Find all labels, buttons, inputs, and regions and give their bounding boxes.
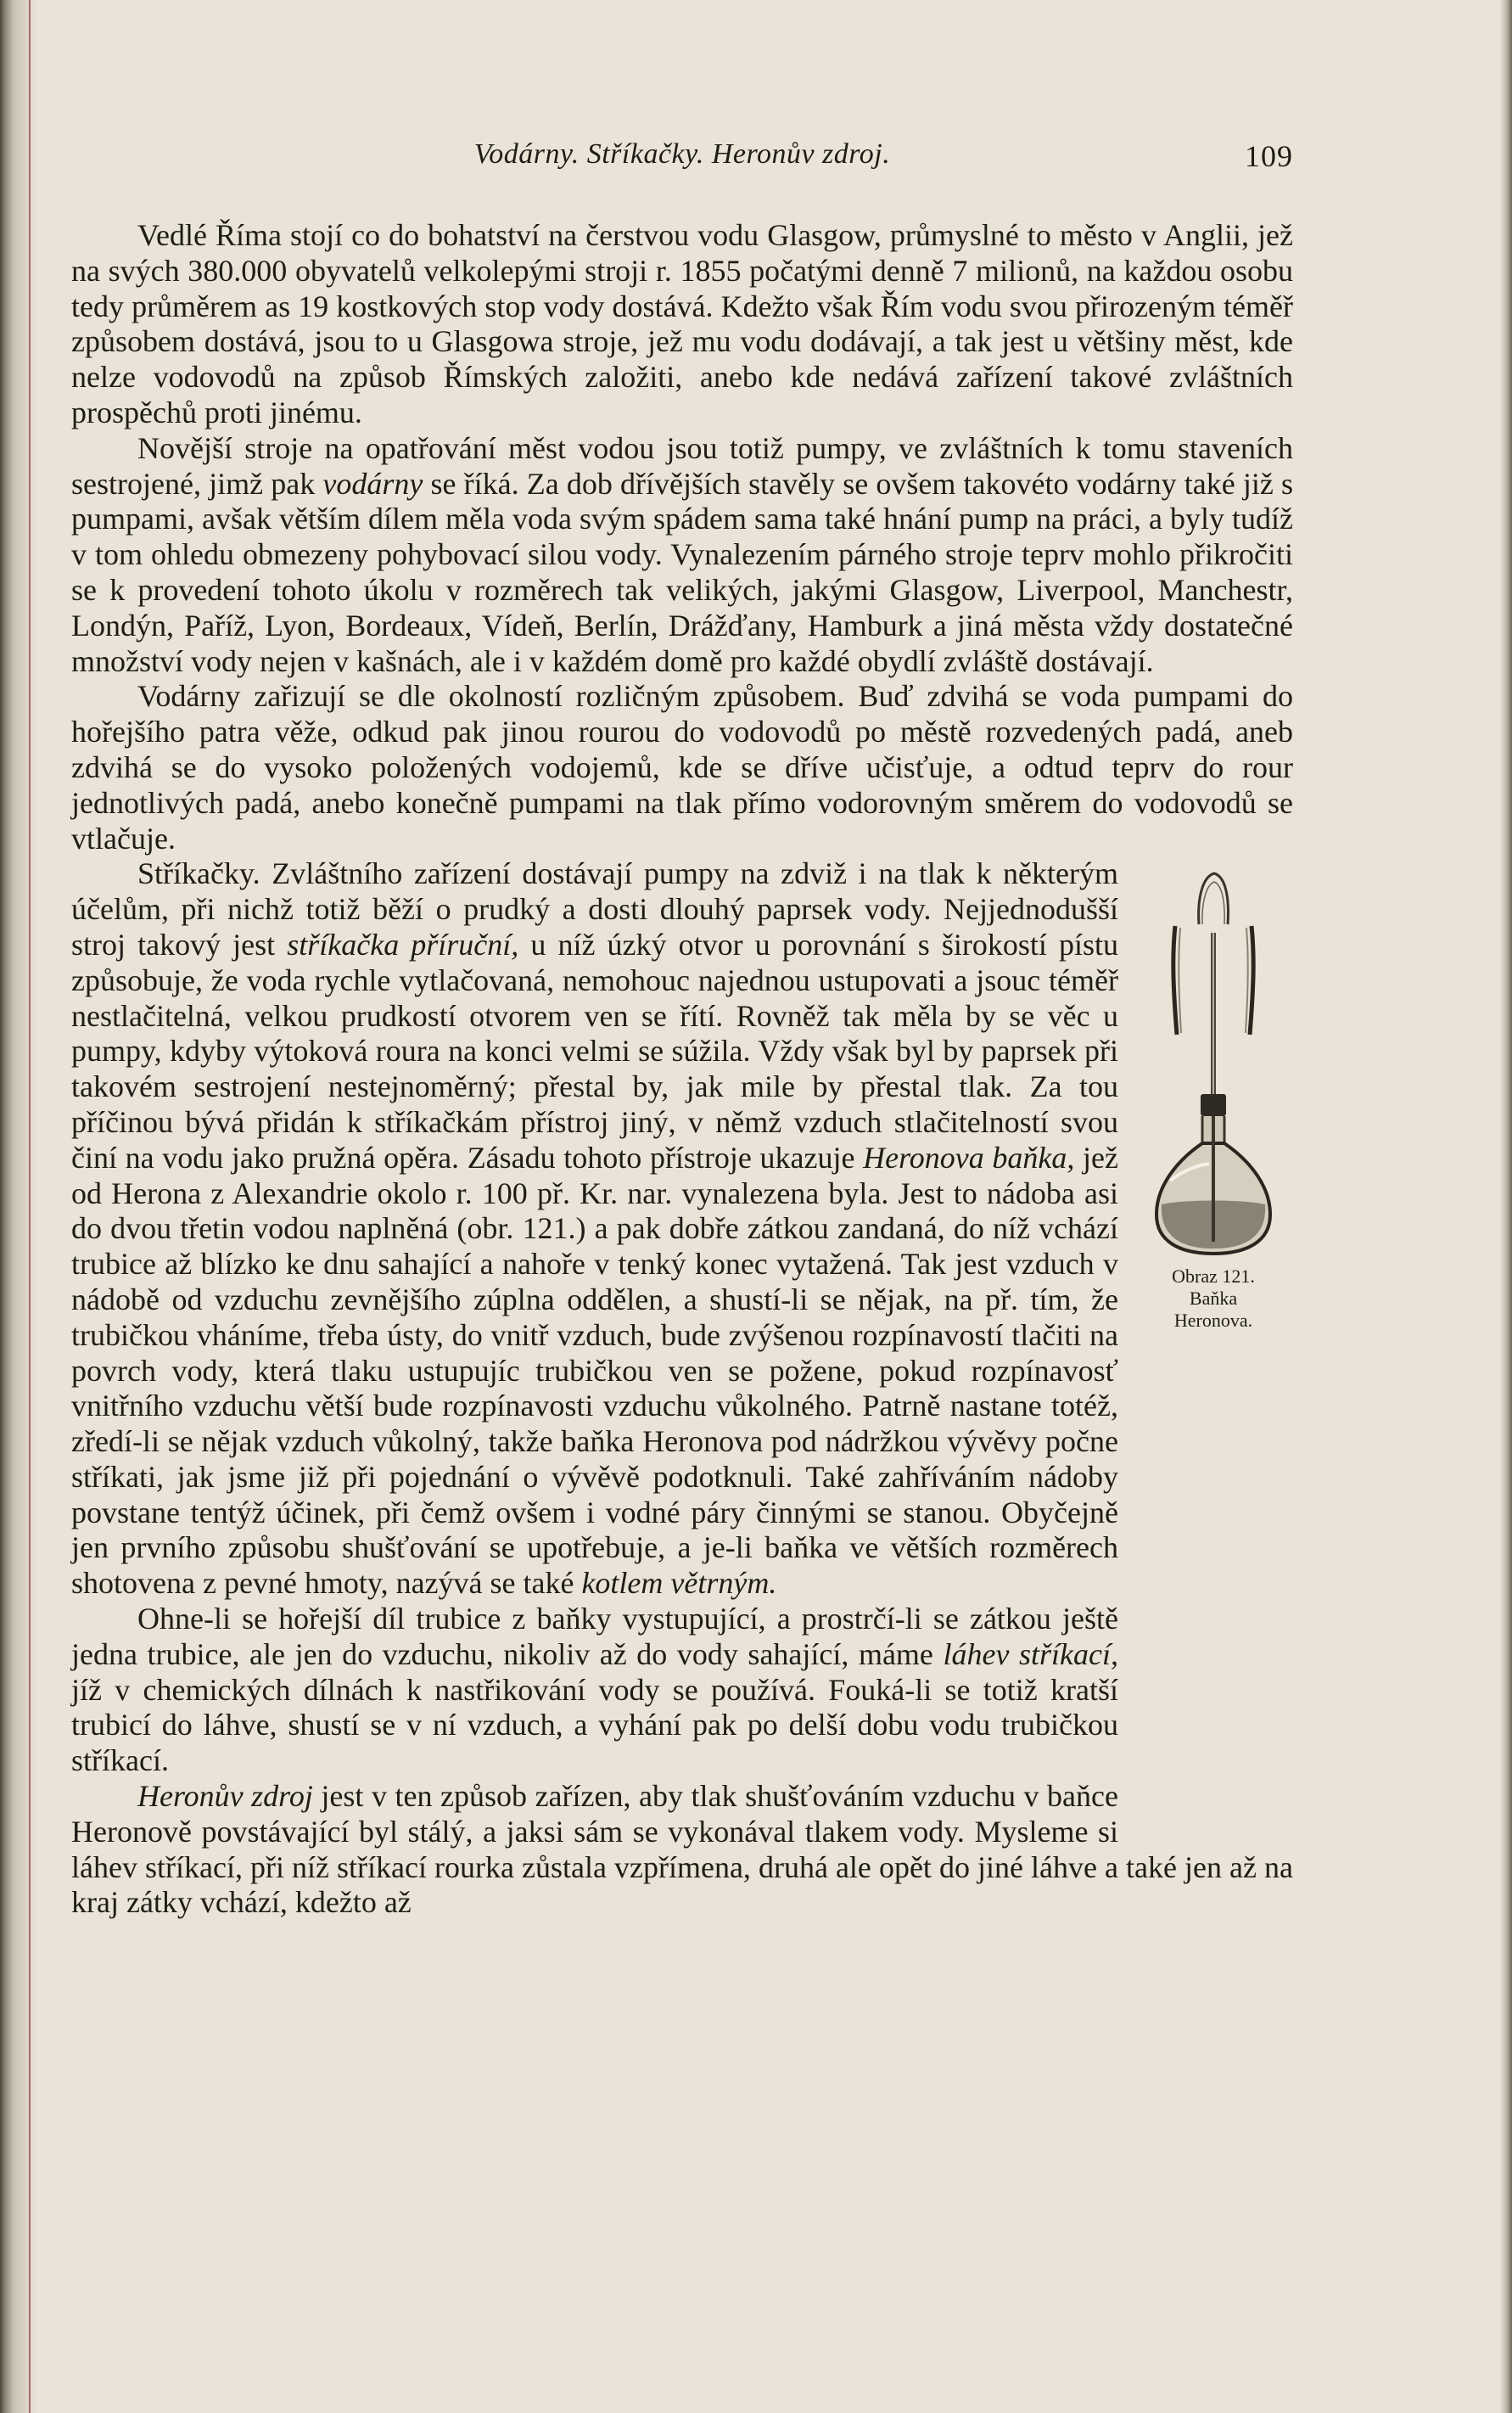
paragraph-text: u níž úzký otvor u porovnání s širokostí pístu způsobuje, že voda rychle vytlačovaná, nemohouc najednou ustupovati a jsouc téměř nestlačitelná, velkou prudkostí otvorem ven se řítí. Rovněž tak měla by se věc u pumpy, kdyby výtoková roura na konci velmi se súžila. Vždy však byl by paprsek při takovém sestrojení nestejnoměrný; přestal by, jak mile by přestal tlak. Za tou příčinou bývá přidán k stříkačkám přístroj jiný, v němž vzduch stlačitelností svou činí na vodu jako pružná opěra. Zásadu tohoto přístroje ukazuje: [71, 927, 1118, 1175]
heron-flask-illustration: [1150, 865, 1277, 1255]
paragraph-strikacky: [71, 856, 1293, 1602]
running-title: Vodárny. Stříkačky. Heronův zdroj.: [473, 138, 891, 170]
scan-binding-edge: [0, 0, 37, 2413]
paragraph-heronuv-zdroj: [71, 1779, 1293, 1921]
paragraph-text: se říká. Za dob dřívějších stavěly se ovšem takovéto vodárny také již s pumpami, avšak větším dílem měla voda svým spádem sama také hnání pump na práci, a byly tudíž v tom ohledu obmezeny pohybovací silou vody. Vynalezením párného stroje teprv mohlo přikročiti se k provedení tohoto úkolu v rozměrech tak velikých, jakými Glasgow, Liverpool, Manchestr, Londýn, Paříž, Lyon, Bordeaux, Vídeň, Berlín, Drážďany, Hamburk a jiná města vždy dostatečné množství vody nejen v kašnách, ale i v každém domě pro každé obydlí zvláště dostávají.: [71, 466, 1293, 678]
paragraph-text: Zvláštního zařízení dostávají pumpy na zdviž i na tlak k některým účelům, při nichž totiž běží o prudký a dosti dlouhý paprsek vody. Nejjednodušší stroj takový jest: [71, 856, 1118, 962]
figure-caption: [1172, 1265, 1255, 1332]
caption-name: Heronova.: [1173, 1310, 1253, 1332]
section-heading-strikacky: Stříkačky.: [137, 856, 260, 891]
term-heronova-banka: Heronova baňka,: [863, 1140, 1075, 1175]
book-page: [71, 132, 1293, 1921]
page-body: [71, 218, 1293, 1921]
term-vodarny: vodárny: [322, 466, 423, 501]
paragraph-text: Novější stroje na opatřování měst vodou jsou totiž pumpy, ve zvláštních k tomu staveních sestrojené, jimž pak: [71, 430, 1293, 501]
paragraph-text: jest v ten způsob zařízen, aby tlak shušťováním vzduchu v baňce Heronově povstávající byl stálý, a jaksi sám se vykonával tlakem vody. Mysleme si láhev stříkací, při níž stříkací rourka zůstala vzpřímena, druhá ale opět do jiné láhve a také jen až na kraj zátky vchází, kdežto až: [71, 1779, 1293, 1920]
page-number: 109: [1245, 139, 1293, 173]
paragraph-lahev-strikaci: [71, 1602, 1293, 1779]
term-heronuv-zdroj: Heronův zdroj: [137, 1779, 313, 1814]
term-strikacka-prirucni: stříkačka příruční,: [287, 927, 519, 962]
paragraph-glasgow: [71, 218, 1293, 431]
caption-name: Baňka: [1189, 1288, 1238, 1310]
paragraph-text: Ohne-li se hořejší díl trubice z baňky vystupující, a prostrčí-li se zátkou ještě jedna trubice, ale jen do vzduchu, nikoliv až do vody sahající, máme: [71, 1602, 1118, 1671]
paragraph-vodarny-zpusob: [71, 679, 1293, 856]
term-lahev-strikaci: láhev stříkací,: [943, 1636, 1118, 1671]
term-kotel-vetrny: kotlem větrným.: [581, 1566, 777, 1601]
running-head: [71, 132, 1293, 182]
scan-page-edge: [1500, 0, 1512, 2413]
caption-number: Obraz 121.: [1172, 1265, 1255, 1288]
paragraph-text: Vedlé Říma stojí co do bohatství na čerstvou vodu Glasgow, průmyslné to město v Anglii, jež na svých 380.000 obyvatelů velkolepými stroji r. 1855 počatými denně 7 milionů, na každou osobu tedy průměrem as 19 kostkových stop vody dostává. Kdežto však Řím vodu svou přirozeným téměř způsobem dostává, jsou to u Glasgowa stroje, jež mu vodu dodávají, a tak jest u většiny měst, kde nelze vodovodů na způsob Římských založiti, anebo kde nedává zařízení takové zvláštních prospěchů proti jinému.: [71, 218, 1293, 429]
figure-heron-flask: [1134, 865, 1293, 1832]
paragraph-text: jíž v chemických dílnách k nastřikování vody se používá. Fouká-li se totiž kratší trubicí do láhve, shustí se v ní vzduch, a vyhání pak po delší dobu vodu trubičkou stříkací.: [71, 1672, 1118, 1778]
paragraph-text: Vodárny zařizují se dle okolností rozličným způsobem. Buď zdvihá se voda pumpami do hořejšího patra věže, odkud pak jinou rourou do vodovodů po městě rozvedených padá, aneb zdvihá se do vysoko položených vodojemů, kde se dříve učisťuje, a odtud teprv do rour jednotlivých padá, anebo konečně pumpami na tlak přímo vodorovným směrem do vodovodů se vtlačuje.: [71, 679, 1293, 856]
strikacky-section: [71, 856, 1293, 1602]
paragraph-vodarny: [71, 431, 1293, 680]
paragraph-text: jež od Herona z Alexandrie okolo r. 100 př. Kr. nar. vynalezena byla. Jest to nádoba asi do dvou třetin vodou naplněná (obr. 121.) a pak dobře zátkou zandaná, do níž vchází trubice až blízko ke dnu sahající a nahoře v tenký konec vytažená. Tak jest vzduch v nádobě od vzduchu zevnějšího zúplna oddělen, a shustí-li se nějak, na př. tím, že trubičkou vháníme, třeba ústy, do vnitř vzduch, bude zvýšenou rozpínavostí tlačiti na povrch vody, která tlaku ustupujíc trubičkou ven se požene, pokud rozpínavosť vnitřního vzduchu větší bude rozpínavosti vzduchu vůkolného. Patrně nastane totéž, zředí-li se nějak vzduch vůkolný, takže baňka Heronova pod nádržkou vývěvy počne stříkati, jak jsme již při pojednání o vývěvě podotknuli. Také zahříváním nádoby povstane tentýž účinek, při čemž ovšem i vodné páry činnými se stanou. Obyčejně jen prvního způsobu shušťování se upotřebuje, a je-li baňka ve větších rozměrech shotovena z pevné hmoty, nazývá se také: [71, 1140, 1119, 1601]
